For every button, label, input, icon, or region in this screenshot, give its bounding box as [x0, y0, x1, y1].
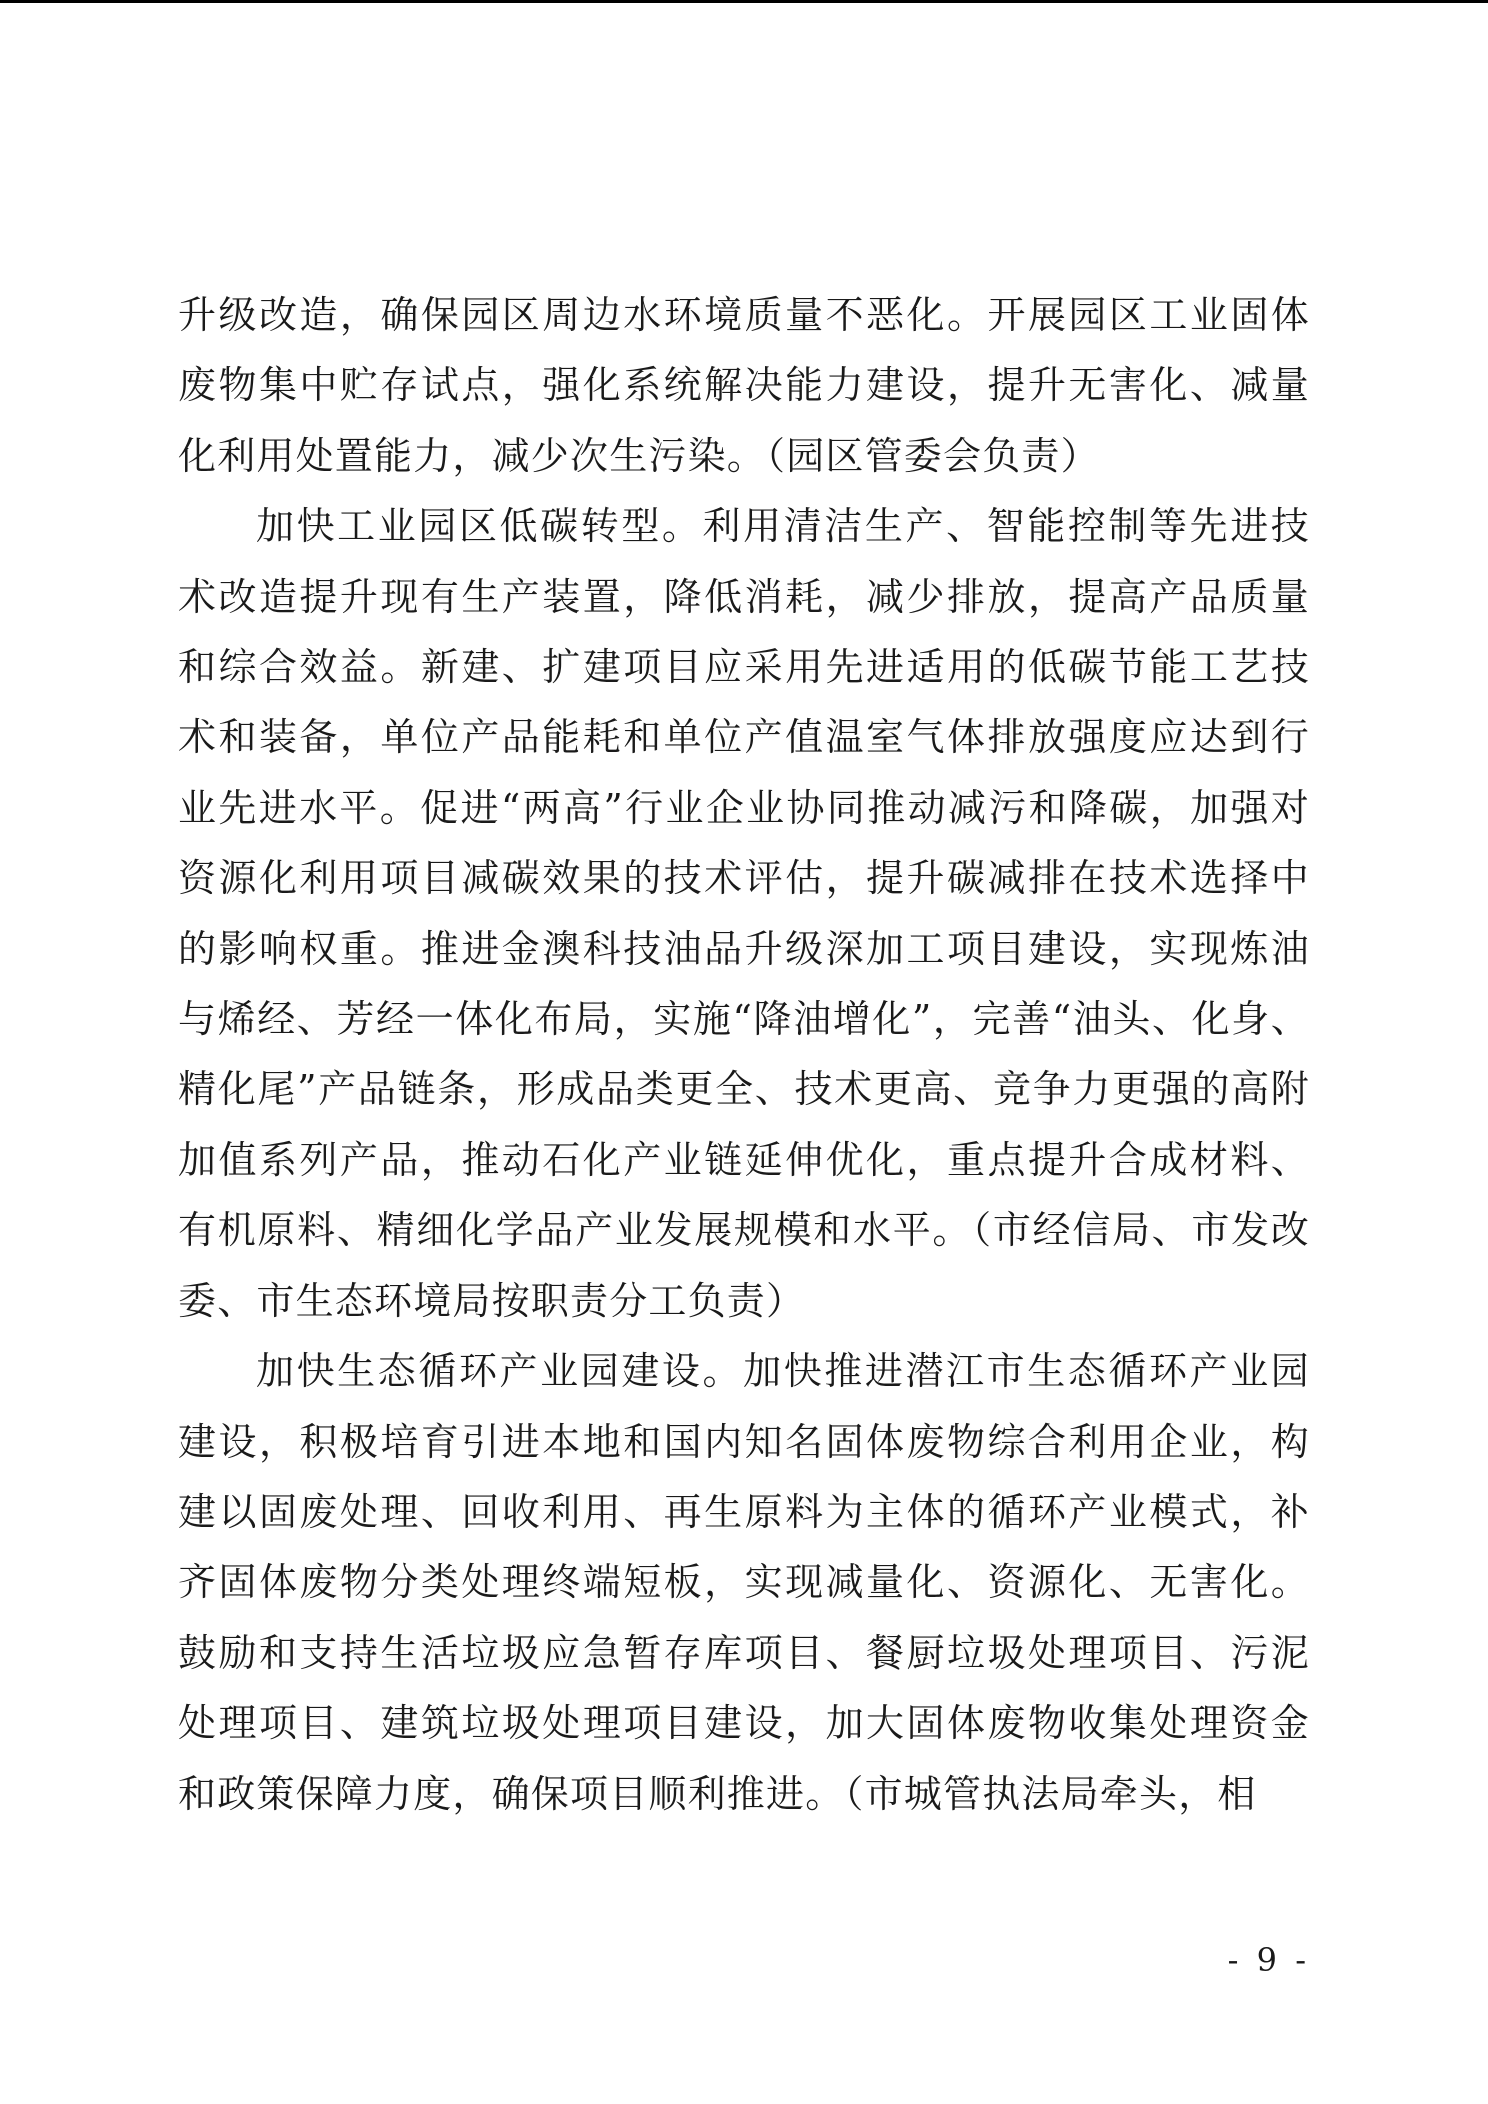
- page-number: - 9 -: [1227, 1941, 1310, 1979]
- document-body: [178, 280, 1310, 1829]
- top-border-line: [0, 0, 1488, 3]
- paragraph-eco-circular-park: 加快生态循环产业园建设。加快推进潜江市生态循环产业园建设，积极培育引进本地和国内知名固体废物综合利用企业，构建以固废处理、回收利用、再生原料为主体的循环产业模式，补齐固体废物分类处理终端短板，实现减量化、资源化、无害化。鼓励和支持生活垃圾应急暂存库项目、餐厨垃圾处理项目、污泥处理项目、建筑垃圾处理项目建设，加大固体废物收集处理资金和政策保障力度，确保项目顺利推进。（市城管执法局牵头，相: [178, 1349, 1310, 1816]
- paragraph-low-carbon-transition: 加快工业园区低碳转型。利用清洁生产、智能控制等先进技术改造提升现有生产装置，降低消耗，减少排放，提高产品质量和综合效益。新建、扩建项目应采用先进适用的低碳节能工艺技术和装备，单位产品能耗和单位产值温室气体排放强度应达到行业先进水平。促进“两高”行业企业协同推动减污和降碳，加强对资源化利用项目减碳效果的技术评估，提升碳减排在技术选择中的影响权重。推进金澳科技油品升级深加工项目建设，实现炼油与烯经、芳经一体化布局，实施“降油增化”，完善“油头、化身、精化尾”产品链条，形成品类更全、技术更高、竞争力更强的高附加值系列产品，推动石化产业链延伸优化，重点提升合成材料、有机原料、精细化学品产业发展规模和水平。（市经信局、市发改委、市生态环境局按职责分工负责）: [178, 504, 1310, 1323]
- paragraph-wastewater-solid-waste: 升级改造，确保园区周边水环境质量不恶化。开展园区工业固体废物集中贮存试点，强化系统解决能力建设，提升无害化、减量化利用处置能力，减少次生污染。（园区管委会负责）: [178, 293, 1310, 478]
